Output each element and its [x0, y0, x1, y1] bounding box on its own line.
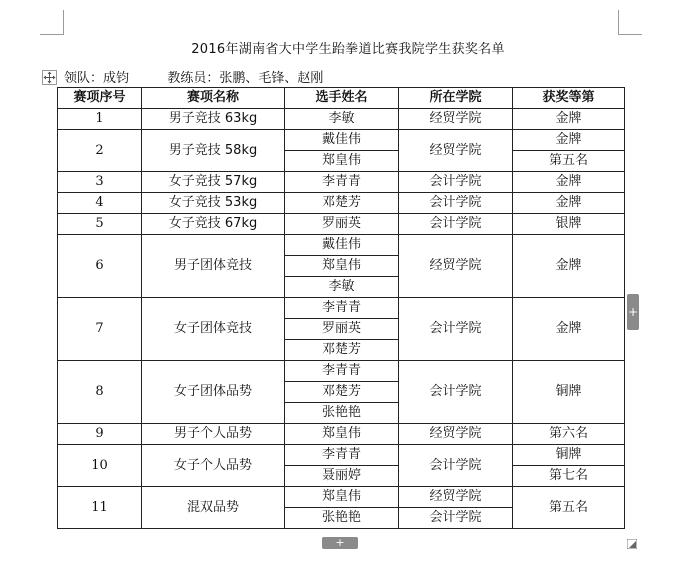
athlete-name: 戴佳伟	[285, 235, 399, 256]
athlete-name: 李青青	[285, 361, 399, 382]
crop-mark-top-right-h	[618, 34, 642, 35]
event-seq: 2	[58, 130, 142, 172]
event-name: 混双品势	[142, 487, 285, 529]
event-name: 男子个人品势	[142, 424, 285, 445]
awards-table	[57, 87, 625, 529]
athlete-name: 罗丽英	[285, 319, 399, 340]
crop-mark-top-left-v	[63, 10, 64, 34]
athlete-name: 李敏	[285, 109, 399, 130]
athlete-name: 郑皇伟	[285, 487, 399, 508]
award-level: 第六名	[513, 424, 625, 445]
athlete-name: 邓楚芳	[285, 193, 399, 214]
event-name: 女子团体品势	[142, 361, 285, 424]
crop-mark-top-left-h	[40, 34, 64, 35]
athlete-name: 聂丽婷	[285, 466, 399, 487]
athlete-name: 邓楚芳	[285, 340, 399, 361]
athlete-name: 戴佳伟	[285, 130, 399, 151]
table-row	[58, 235, 625, 256]
table-row	[58, 109, 625, 130]
coach-names: 张鹏、毛锋、赵刚	[219, 71, 324, 86]
event-seq: 6	[58, 235, 142, 298]
event-name: 男子竞技 58kg	[142, 130, 285, 172]
award-level: 金牌	[513, 130, 625, 151]
athlete-name: 张艳艳	[285, 508, 399, 529]
award-level: 金牌	[513, 235, 625, 298]
plus-icon: +	[335, 536, 345, 549]
award-level: 第五名	[513, 151, 625, 172]
header-event: 赛项名称	[142, 88, 285, 109]
athlete-name: 郑皇伟	[285, 256, 399, 277]
event-seq: 4	[58, 193, 142, 214]
table-row	[58, 487, 625, 508]
table-header-row	[58, 88, 625, 109]
college-name: 会计学院	[399, 214, 513, 235]
college-name: 经贸学院	[399, 424, 513, 445]
event-seq: 11	[58, 487, 142, 529]
award-level: 金牌	[513, 172, 625, 193]
college-name: 会计学院	[399, 172, 513, 193]
table-move-handle-icon[interactable]	[42, 70, 57, 85]
coach-label: 教练员：	[167, 71, 220, 86]
college-name: 会计学院	[399, 193, 513, 214]
table-row	[58, 361, 625, 382]
athlete-name: 李青青	[285, 172, 399, 193]
table-row	[58, 214, 625, 235]
college-name: 会计学院	[399, 445, 513, 487]
event-seq: 7	[58, 298, 142, 361]
college-name: 经贸学院	[399, 130, 513, 172]
award-level: 银牌	[513, 214, 625, 235]
event-name: 女子竞技 57kg	[142, 172, 285, 193]
event-seq: 1	[58, 109, 142, 130]
athlete-name: 李敏	[285, 277, 399, 298]
athlete-name: 张艳艳	[285, 403, 399, 424]
table-row	[58, 424, 625, 445]
athlete-name: 李青青	[285, 298, 399, 319]
table-row	[58, 130, 625, 151]
table-resize-handle-icon[interactable]	[627, 539, 637, 549]
event-seq: 3	[58, 172, 142, 193]
athlete-name: 罗丽英	[285, 214, 399, 235]
leader-name: 成钧	[103, 71, 130, 86]
athlete-name: 邓楚芳	[285, 382, 399, 403]
college-name: 会计学院	[399, 508, 513, 529]
athlete-name: 郑皇伟	[285, 424, 399, 445]
event-name: 女子竞技 53kg	[142, 193, 285, 214]
college-name: 经贸学院	[399, 235, 513, 298]
college-name: 会计学院	[399, 361, 513, 424]
event-name: 男子团体竞技	[142, 235, 285, 298]
header-award: 获奖等第	[513, 88, 625, 109]
award-level: 金牌	[513, 193, 625, 214]
award-level: 金牌	[513, 109, 625, 130]
athlete-name: 李青青	[285, 445, 399, 466]
award-level: 铜牌	[513, 361, 625, 424]
college-name: 经贸学院	[399, 487, 513, 508]
event-name: 女子个人品势	[142, 445, 285, 487]
award-level: 第五名	[513, 487, 625, 529]
event-name: 女子团体竞技	[142, 298, 285, 361]
award-level: 第七名	[513, 466, 625, 487]
award-level: 金牌	[513, 298, 625, 361]
add-column-button[interactable]	[627, 294, 639, 330]
table-row	[58, 445, 625, 466]
event-seq: 10	[58, 445, 142, 487]
add-row-button[interactable]	[322, 537, 358, 549]
table-row	[58, 172, 625, 193]
header-college: 所在学院	[399, 88, 513, 109]
header-athlete: 选手姓名	[285, 88, 399, 109]
table-row	[58, 193, 625, 214]
event-seq: 8	[58, 361, 142, 424]
event-seq: 9	[58, 424, 142, 445]
leader-label: 领队：	[64, 71, 104, 86]
plus-icon: +	[627, 305, 639, 319]
college-name: 经贸学院	[399, 109, 513, 130]
event-name: 男子竞技 63kg	[142, 109, 285, 130]
athlete-name: 郑皇伟	[285, 151, 399, 172]
table-row	[58, 298, 625, 319]
event-seq: 5	[58, 214, 142, 235]
document-title: 2016年湖南省大中学生跆拳道比赛我院学生获奖名单	[191, 42, 505, 57]
award-level: 铜牌	[513, 445, 625, 466]
crop-mark-top-right-v	[618, 10, 619, 34]
team-info-line	[64, 67, 323, 86]
event-name: 女子竞技 67kg	[142, 214, 285, 235]
college-name: 会计学院	[399, 298, 513, 361]
header-seq: 赛项序号	[58, 88, 142, 109]
